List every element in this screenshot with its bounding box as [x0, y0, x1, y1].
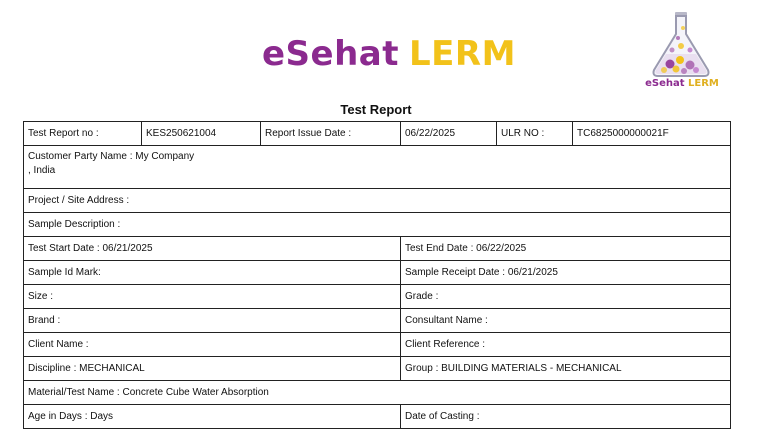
date-of-casting: Date of Casting :: [401, 405, 731, 429]
project-site-address: Project / Site Address :: [24, 189, 731, 213]
table-row: [24, 405, 731, 429]
table-row: [24, 213, 731, 237]
sample-receipt-date: Sample Receipt Date : 06/21/2025: [401, 261, 731, 285]
logo-caption: [634, 78, 730, 89]
size-field: Size :: [24, 285, 401, 309]
brand-name-part1: eSehat: [262, 34, 400, 74]
test-end-date: Test End Date : 06/22/2025: [401, 237, 731, 261]
discipline-field: Discipline : MECHANICAL: [24, 357, 401, 381]
table-row: [24, 357, 731, 381]
grade-field: Grade :: [401, 285, 731, 309]
brand-field: Brand :: [24, 309, 401, 333]
customer-party-name: Customer Party Name : My Company: [28, 151, 195, 162]
report-title: Test Report: [340, 102, 412, 117]
table-row: [24, 285, 731, 309]
table-row: [24, 261, 731, 285]
client-reference: Client Reference :: [401, 333, 731, 357]
table-row: [24, 189, 731, 213]
brand-name-part2: LERM: [409, 34, 516, 74]
material-test-name: Material/Test Name : Concrete Cube Water Absorption: [24, 381, 731, 405]
flask-icon: [648, 10, 714, 78]
report-header: [0, 0, 767, 100]
report-details-table: [23, 121, 731, 429]
logo-caption-part1: eSehat: [645, 78, 685, 89]
consultant-name: Consultant Name :: [401, 309, 731, 333]
test-start-date: Test Start Date : 06/21/2025: [24, 237, 401, 261]
age-in-days: Age in Days : Days: [24, 405, 401, 429]
table-row: [24, 381, 731, 405]
table-row: [24, 309, 731, 333]
ulr-value: TC6825000000021F: [573, 122, 731, 146]
table-row: [24, 146, 731, 189]
table-row: [24, 333, 731, 357]
ulr-label: ULR NO :: [497, 122, 573, 146]
issue-date-label: Report Issue Date :: [261, 122, 401, 146]
lab-flask-logo: [634, 10, 730, 94]
sample-id-mark: Sample Id Mark:: [24, 261, 401, 285]
client-name: Client Name :: [24, 333, 401, 357]
group-field: Group : BUILDING MATERIALS - MECHANICAL: [401, 357, 731, 381]
customer-party-cell: [24, 146, 731, 189]
issue-date-value: 06/22/2025: [401, 122, 497, 146]
report-no-label: Test Report no :: [24, 122, 142, 146]
report-no-value: KES250621004: [142, 122, 261, 146]
customer-party-country: , India: [28, 165, 56, 176]
logo-caption-part2: LERM: [688, 78, 719, 89]
sample-description: Sample Description :: [24, 213, 731, 237]
table-row: [24, 122, 731, 146]
brand-logo-text: [262, 32, 516, 76]
table-row: [24, 237, 731, 261]
